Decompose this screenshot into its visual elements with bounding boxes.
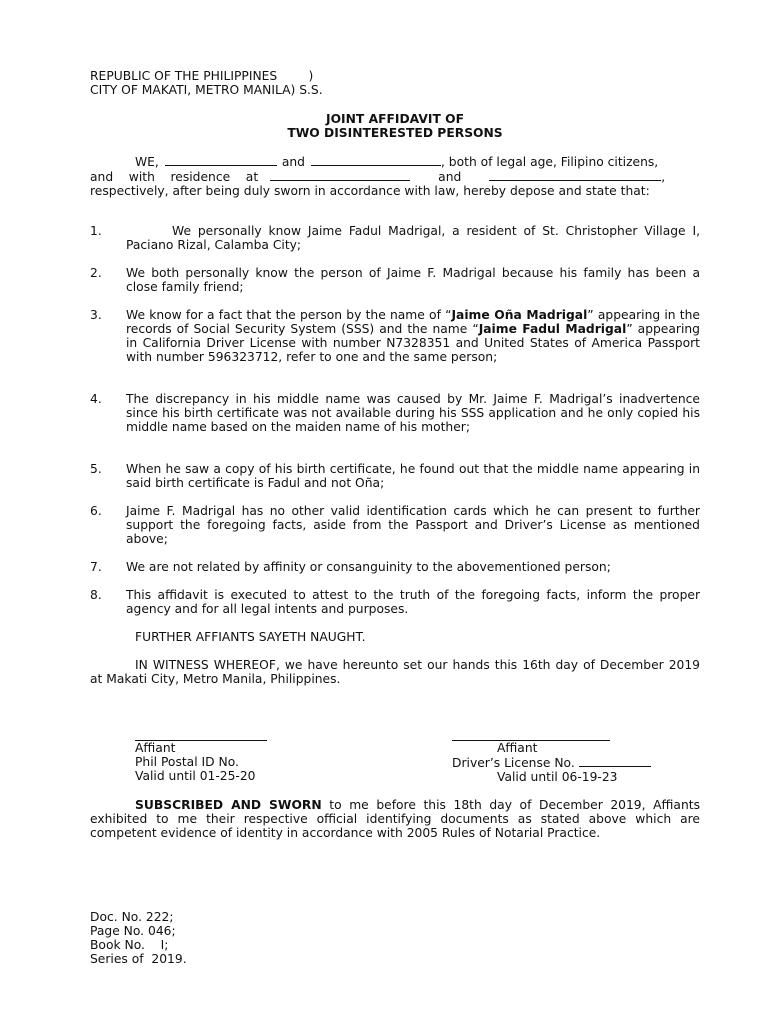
signature-line <box>452 728 610 741</box>
item-number: 8. <box>90 588 102 602</box>
doc-no: Doc. No. 222; <box>90 910 174 924</box>
item-number: 2. <box>90 266 102 280</box>
id-type: Driver’s License No. <box>452 756 575 770</box>
intro-legal-age: , both of legal age, Filipino citizens, <box>440 155 659 169</box>
page-no: Page No. 046; <box>90 924 176 938</box>
residence-blank-2 <box>489 169 661 181</box>
header-line-2: CITY OF MAKATI, METRO MANILA) S.S. <box>90 83 323 97</box>
intro-and-1: and <box>281 155 305 169</box>
signature-line <box>135 728 267 741</box>
item-text-post: ” appearing in California Driver License with number N7328351 and United States of America Passport with number 596323712, refer to one and the same person; <box>126 322 700 364</box>
item-number: 4. <box>90 392 102 406</box>
id-type: Phil Postal ID No. <box>135 755 239 769</box>
list-item <box>90 462 700 490</box>
book-no: Book No. I; <box>90 938 169 952</box>
name-jaime-ona-madrigal: Jaime Oña Madrigal <box>451 308 588 322</box>
list-item <box>90 504 700 546</box>
residence-blank-1 <box>270 169 410 181</box>
id-validity: Valid until 01-25-20 <box>135 769 256 783</box>
list-item <box>90 266 700 294</box>
subscribed-paragraph <box>90 798 700 840</box>
affiant-name-blank-2 <box>311 154 441 166</box>
item-text: When he saw a copy of his birth certificate, he found out that the middle name appearing in said birth certificate is Fadul and not Oña; <box>126 462 700 490</box>
item-text: We are not related by affinity or consanguinity to the abovementioned person; <box>126 560 611 574</box>
header-line-1: REPUBLIC OF THE PHILIPPINES ) <box>90 69 314 83</box>
list-item <box>90 560 700 574</box>
witness-paragraph: IN WITNESS WHEREOF, we have hereunto set our hands this 16th day of December 2019 at Makati City, Metro Manila, Philippines. <box>90 658 700 686</box>
affiant-label: Affiant <box>497 741 538 755</box>
item-number: 7. <box>90 560 102 574</box>
series: Series of 2019. <box>90 952 187 966</box>
intro-with-residence: and with residence at <box>90 170 259 184</box>
notarial-docinfo <box>90 910 700 966</box>
subscribed-text: to me before this 18th day of December 2019, Affiants exhibited to me their respective official identifying documents as stated above which are competent evidence of identity in accordance with 2005 Rules of Notarial Practice. <box>90 798 700 840</box>
intro-paragraph <box>90 154 700 198</box>
intro-and-2: and <box>438 170 462 184</box>
item-text <box>126 308 700 364</box>
item-number: 1. <box>90 224 102 238</box>
jurisdiction-header <box>90 69 700 97</box>
item-number: 5. <box>90 462 102 476</box>
title-line-2: TWO DISINTERESTED PERSONS <box>287 126 503 140</box>
title-line-1: JOINT AFFIDAVIT OF <box>326 112 464 126</box>
item-text: The discrepancy in his middle name was caused by Mr. Jaime F. Madrigal’s inadvertence since his birth certificate was not available during his SSS application and he only copied his middle name based on the maiden name of his mother; <box>126 392 700 434</box>
item-text-mid: ” appearing in the records of Social Security System (SSS) and the name “ <box>126 308 700 336</box>
intro-tail: respectively, after being duly sworn in accordance with law, hereby depose and state that: <box>90 184 650 198</box>
further-affiants: FURTHER AFFIANTS SAYETH NAUGHT. <box>135 630 366 644</box>
affiant-label: Affiant <box>135 741 176 755</box>
signature-block-left <box>135 728 335 783</box>
name-jaime-fadul-madrigal: Jaime Fadul Madrigal <box>478 322 627 336</box>
item-text-pre: We know for a fact that the person by the name of “ <box>126 308 452 322</box>
affiant-name-blank-1 <box>165 154 277 166</box>
license-number-blank <box>579 755 651 767</box>
item-text: Jaime F. Madrigal has no other valid identification cards which he can present to further support the foregoing facts, aside from the Passport and Driver’s License as mentioned above; <box>126 504 700 546</box>
document-title <box>90 112 700 140</box>
id-validity: Valid until 06-19-23 <box>497 770 618 784</box>
item-text: We personally know Jaime Fadul Madrigal, a resident of St. Christopher Village I, Paciano Rizal, Calamba City; <box>126 224 700 252</box>
item-number: 3. <box>90 308 102 322</box>
intro-we: WE, <box>135 155 159 169</box>
item-text: We both personally know the person of Jaime F. Madrigal because his family has been a close family friend; <box>126 266 700 294</box>
list-item <box>90 308 700 364</box>
signature-block-right <box>452 728 702 784</box>
item-text: This affidavit is executed to attest to the truth of the foregoing facts, inform the proper agency and for all legal intents and purposes. <box>126 588 700 616</box>
intro-comma: , <box>661 170 666 184</box>
list-item <box>90 224 700 252</box>
list-item <box>90 392 700 434</box>
subscribed-heading: SUBSCRIBED AND SWORN <box>135 798 322 812</box>
list-item <box>90 588 700 616</box>
item-number: 6. <box>90 504 102 518</box>
